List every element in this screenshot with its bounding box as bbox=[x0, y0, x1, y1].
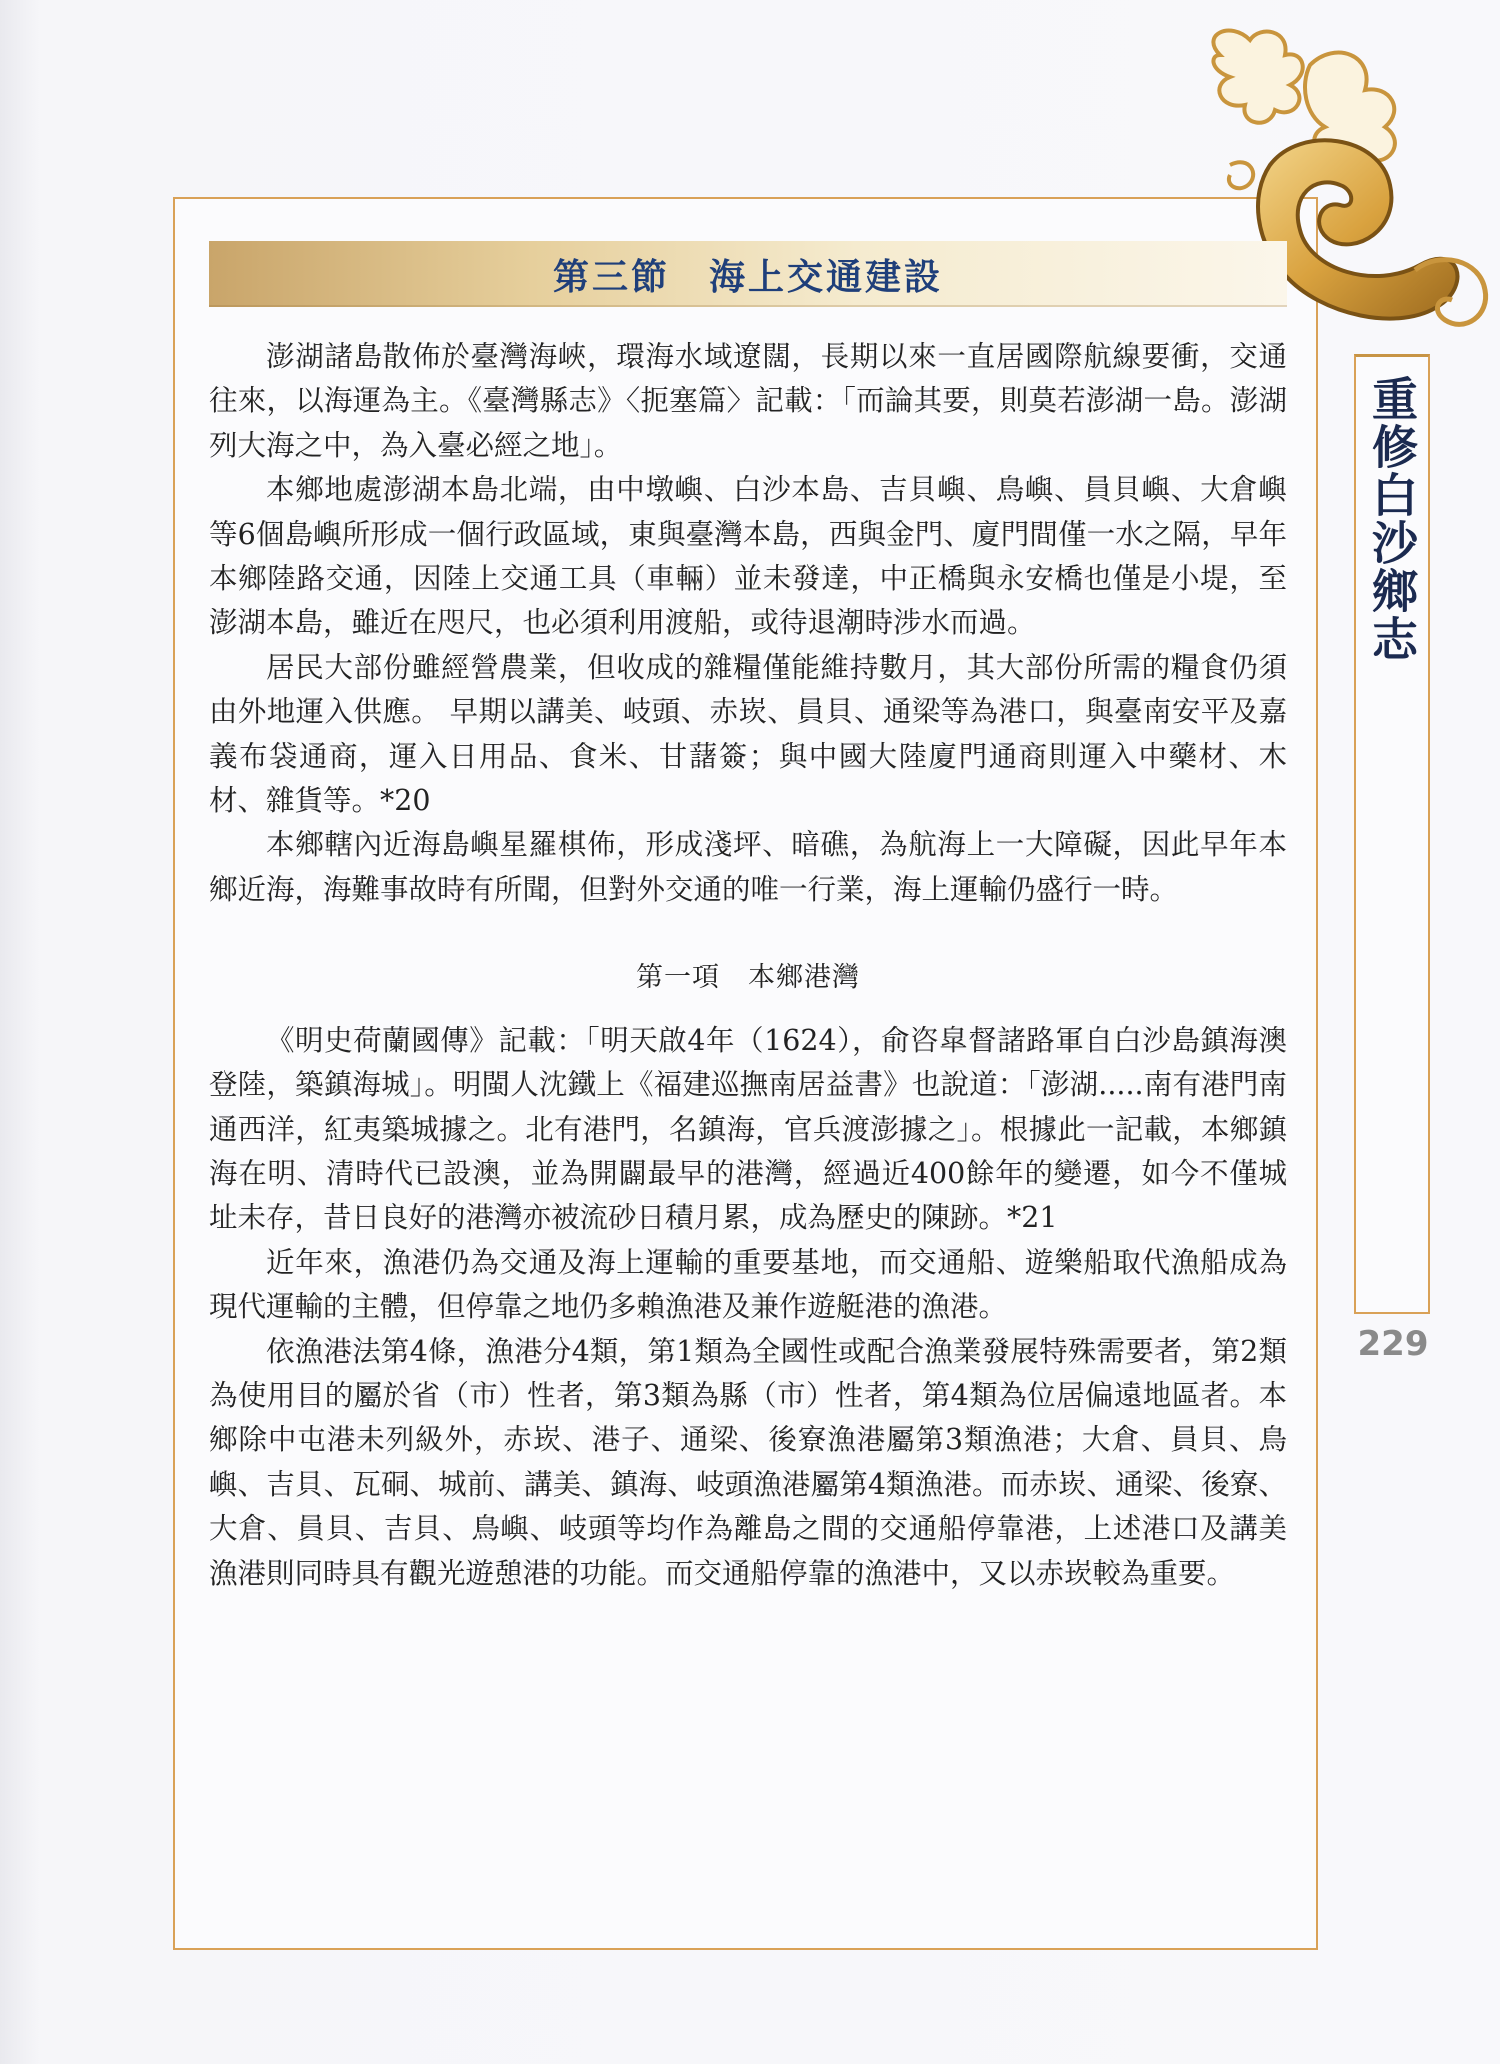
book-title: 重修白沙鄉志 bbox=[1365, 375, 1419, 663]
paragraph: 本鄉地處澎湖本島北端，由中墩嶼、白沙本島、吉貝嶼、鳥嶼、員貝嶼、大倉嶼等6個島嶼所形成一個行政區域，東與臺灣本島，西與金門、廈門間僅一水之隔，早年本鄉陸路交通，因陸上交通工具（車輛）並未發達，中正橋與永安橋也僅是小堤，至澎湖本島，雖近在咫尺，也必須利用渡船，或待退潮時涉水而過。 bbox=[209, 473, 1287, 640]
paragraph: 近年來，漁港仍為交通及海上運輸的重要基地，而交通船、遊樂船取代漁船成為現代運輸的主體，但停靠之地仍多賴漁港及兼作遊艇港的漁港。 bbox=[209, 1245, 1287, 1324]
main-text bbox=[209, 335, 1287, 1596]
paragraph: 澎湖諸島散佈於臺灣海峽，環海水域遼闊，長期以來一直居國際航線要衝，交通往來，以海運為主。《臺灣縣志》〈扼塞篇〉記載：「而論其要，則莫若澎湖一島。澎湖列大海之中，為入臺必經之地」。 bbox=[209, 340, 1287, 462]
section-title: 第三節 海上交通建設 bbox=[552, 255, 943, 298]
paragraph: 居民大部份雖經營農業，但收成的雜糧僅能維持數月，其大部份所需的糧食仍須由外地運入供應。 早期以講美、岐頭、赤崁、員貝、通梁等為港口，與臺南安平及嘉義布袋通商，運入日用品、食米、甘藷簽；與中國大陸廈門通商則運入中藥材、木材、雜貨等。*20 bbox=[209, 650, 1287, 818]
paragraph: 本鄉轄內近海島嶼星羅棋佈，形成淺坪、暗礁，為航海上一大障礙，因此早年本鄉近海，海難事故時有所聞，但對外交通的唯一行業，海上運輸仍盛行一時。 bbox=[209, 828, 1287, 906]
paragraph: 依漁港法第4條，漁港分4類，第1類為全國性或配合漁業發展特殊需要者，第2類為使用目的屬於省（市）性者，第3類為縣（市）性者，第4類為位居偏遠地區者。本鄉除中屯港未列級外，赤崁、港子、通梁、後寮漁港屬第3類漁港；大倉、員貝、鳥嶼、吉貝、瓦硐、城前、講美、鎮海、岐頭漁港屬第4類漁港。而赤崁、通梁、後寮、大倉、員貝、吉貝、鳥嶼、岐頭等均作為離島之間的交通船停靠港，上述港口及講美漁港則同時具有觀光遊憩港的功能。而交通船停靠的漁港中，又以赤崁較為重要。 bbox=[209, 1334, 1287, 1590]
paragraph: 《明史荷蘭國傳》記載：「明天啟4年（1624），俞咨皐督諸路軍自白沙島鎮海澳登陸，築鎮海城」。明閩人沈鐵上《福建巡撫南居益書》也說道：「澎湖.....南有港門南通西洋，紅夷築城據之。北有港門，名鎮海，官兵渡澎據之」。根據此一記載，本鄉鎮海在明、清時代已設澳，並為開闢最早的港灣，經過近400餘年的變遷，如今不僅城址未存，昔日良好的港灣亦被流砂日積月累，成為歷史的陳跡。*21 bbox=[209, 1023, 1287, 1235]
subsection-title: 第一項 本鄉港灣 bbox=[636, 962, 860, 994]
book-title-box bbox=[1354, 354, 1430, 1314]
section-banner bbox=[209, 241, 1287, 307]
page-number: 229 bbox=[1357, 1324, 1429, 1364]
